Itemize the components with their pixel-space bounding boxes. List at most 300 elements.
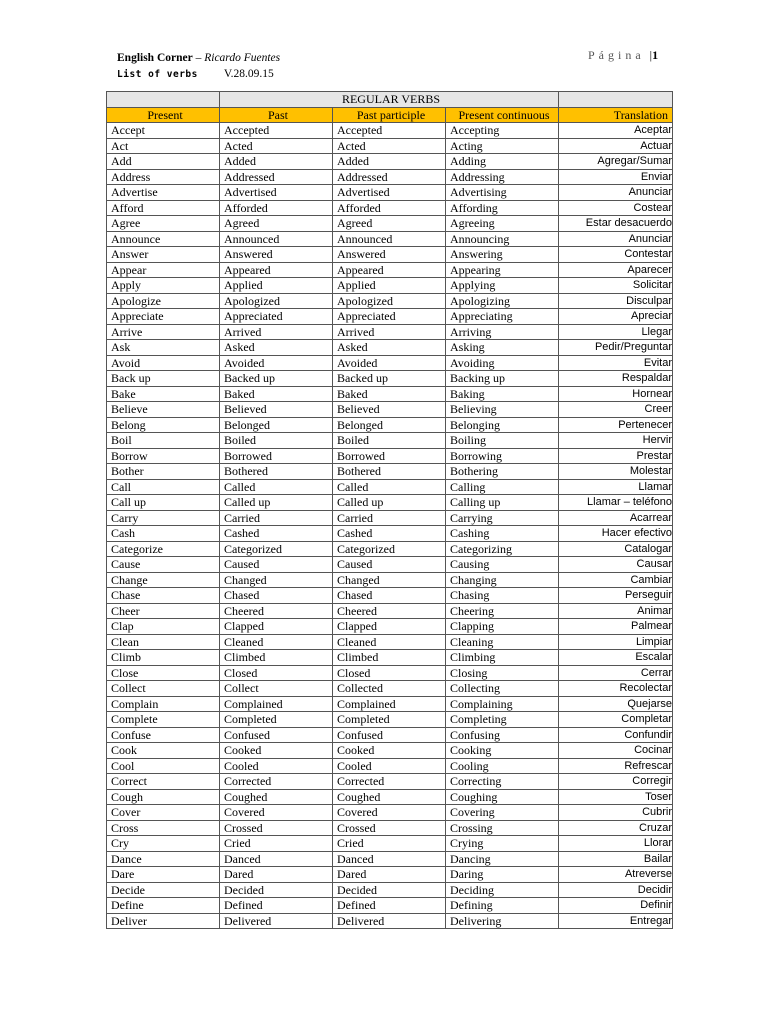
table-row xyxy=(107,712,673,728)
translation-cell: Hervir xyxy=(559,433,673,449)
past-cell: Called xyxy=(220,479,333,495)
translation-cell: Quejarse xyxy=(559,696,673,712)
past-cell: Believed xyxy=(220,402,333,418)
present-cell: Add xyxy=(107,154,220,170)
past-participle-cell: Cleaned xyxy=(333,634,446,650)
past-participle-cell: Clapped xyxy=(333,619,446,635)
present-cell: Climb xyxy=(107,650,220,666)
present-cell: Cry xyxy=(107,836,220,852)
translation-cell: Completar xyxy=(559,712,673,728)
past-cell: Cried xyxy=(220,836,333,852)
present-cell: Deliver xyxy=(107,913,220,929)
table-row xyxy=(107,247,673,263)
past-participle-cell: Agreed xyxy=(333,216,446,232)
table-row xyxy=(107,402,673,418)
translation-cell: Aceptar xyxy=(559,123,673,139)
present-cell: Clap xyxy=(107,619,220,635)
translation-cell: Enviar xyxy=(559,169,673,185)
present-continuous-cell: Accepting xyxy=(446,123,559,139)
present-cell: Cook xyxy=(107,743,220,759)
past-cell: Advertised xyxy=(220,185,333,201)
table-row xyxy=(107,526,673,542)
past-cell: Applied xyxy=(220,278,333,294)
present-cell: Arrive xyxy=(107,324,220,340)
present-continuous-cell: Chasing xyxy=(446,588,559,604)
translation-cell: Agregar/Sumar xyxy=(559,154,673,170)
past-participle-cell: Advertised xyxy=(333,185,446,201)
past-participle-cell: Acted xyxy=(333,138,446,154)
table-row xyxy=(107,882,673,898)
present-continuous-cell: Bothering xyxy=(446,464,559,480)
table-row xyxy=(107,309,673,325)
present-cell: Act xyxy=(107,138,220,154)
translation-cell: Disculpar xyxy=(559,293,673,309)
present-continuous-cell: Adding xyxy=(446,154,559,170)
present-cell: Avoid xyxy=(107,355,220,371)
past-cell: Arrived xyxy=(220,324,333,340)
present-cell: Cover xyxy=(107,805,220,821)
version-label: V.28.09.15 xyxy=(223,68,274,80)
past-cell: Cooled xyxy=(220,758,333,774)
present-continuous-cell: Advertising xyxy=(446,185,559,201)
translation-cell: Actuar xyxy=(559,138,673,154)
past-participle-cell: Complained xyxy=(333,696,446,712)
present-continuous-cell: Cooling xyxy=(446,758,559,774)
present-continuous-cell: Closing xyxy=(446,665,559,681)
present-cell: Call up xyxy=(107,495,220,511)
present-cell: Appear xyxy=(107,262,220,278)
present-continuous-cell: Baking xyxy=(446,386,559,402)
past-participle-cell: Apologized xyxy=(333,293,446,309)
past-participle-cell: Announced xyxy=(333,231,446,247)
past-cell: Appreciated xyxy=(220,309,333,325)
author-name: Ricardo Fuentes xyxy=(204,52,281,64)
table-row xyxy=(107,510,673,526)
present-continuous-cell: Crossing xyxy=(446,820,559,836)
past-cell: Addressed xyxy=(220,169,333,185)
present-continuous-cell: Dancing xyxy=(446,851,559,867)
translation-cell: Prestar xyxy=(559,448,673,464)
past-participle-cell: Backed up xyxy=(333,371,446,387)
past-participle-cell: Crossed xyxy=(333,820,446,836)
table-row xyxy=(107,836,673,852)
page-number: 1 xyxy=(652,48,659,62)
present-continuous-cell: Daring xyxy=(446,867,559,883)
present-cell: Call xyxy=(107,479,220,495)
table-row xyxy=(107,433,673,449)
present-cell: Answer xyxy=(107,247,220,263)
translation-cell: Recolectar xyxy=(559,681,673,697)
translation-cell: Cubrir xyxy=(559,805,673,821)
table-row xyxy=(107,479,673,495)
past-cell: Completed xyxy=(220,712,333,728)
translation-cell: Llamar – teléfono xyxy=(559,495,673,511)
present-continuous-cell: Complaining xyxy=(446,696,559,712)
present-continuous-cell: Cleaning xyxy=(446,634,559,650)
translation-cell: Molestar xyxy=(559,464,673,480)
past-cell: Collect xyxy=(220,681,333,697)
present-continuous-cell: Appearing xyxy=(446,262,559,278)
column-header-present: Present xyxy=(107,107,220,123)
present-cell: Clean xyxy=(107,634,220,650)
table-row xyxy=(107,200,673,216)
present-cell: Apologize xyxy=(107,293,220,309)
past-participle-cell: Defined xyxy=(333,898,446,914)
column-header-past: Past xyxy=(220,107,333,123)
past-participle-cell: Caused xyxy=(333,557,446,573)
table-row xyxy=(107,262,673,278)
translation-cell: Apreciar xyxy=(559,309,673,325)
column-header-translation: Translation xyxy=(559,107,673,123)
past-participle-cell: Changed xyxy=(333,572,446,588)
present-continuous-cell: Clapping xyxy=(446,619,559,635)
present-cell: Decide xyxy=(107,882,220,898)
translation-cell: Costear xyxy=(559,200,673,216)
present-cell: Bake xyxy=(107,386,220,402)
past-cell: Agreed xyxy=(220,216,333,232)
present-cell: Cash xyxy=(107,526,220,542)
past-participle-cell: Boiled xyxy=(333,433,446,449)
table-row xyxy=(107,123,673,139)
present-cell: Afford xyxy=(107,200,220,216)
translation-cell: Corregir xyxy=(559,774,673,790)
past-participle-cell: Dared xyxy=(333,867,446,883)
present-continuous-cell: Backing up xyxy=(446,371,559,387)
table-row xyxy=(107,851,673,867)
past-participle-cell: Chased xyxy=(333,588,446,604)
translation-cell: Aparecer xyxy=(559,262,673,278)
table-row xyxy=(107,541,673,557)
past-cell: Decided xyxy=(220,882,333,898)
present-cell: Agree xyxy=(107,216,220,232)
past-cell: Clapped xyxy=(220,619,333,635)
table-row xyxy=(107,572,673,588)
translation-cell: Evitar xyxy=(559,355,673,371)
past-participle-cell: Called up xyxy=(333,495,446,511)
table-row xyxy=(107,789,673,805)
present-continuous-cell: Affording xyxy=(446,200,559,216)
title-blank-cell xyxy=(559,92,673,108)
present-continuous-cell: Coughing xyxy=(446,789,559,805)
present-cell: Carry xyxy=(107,510,220,526)
past-participle-cell: Completed xyxy=(333,712,446,728)
page-label: Página xyxy=(588,48,645,62)
past-participle-cell: Called xyxy=(333,479,446,495)
translation-cell: Confundir xyxy=(559,727,673,743)
present-cell: Accept xyxy=(107,123,220,139)
present-cell: Bother xyxy=(107,464,220,480)
table-row xyxy=(107,371,673,387)
table-row xyxy=(107,681,673,697)
table-row xyxy=(107,774,673,790)
past-cell: Cooked xyxy=(220,743,333,759)
past-cell: Cleaned xyxy=(220,634,333,650)
past-participle-cell: Cashed xyxy=(333,526,446,542)
present-continuous-cell: Answering xyxy=(446,247,559,263)
present-cell: Belong xyxy=(107,417,220,433)
table-row xyxy=(107,293,673,309)
present-continuous-cell: Asking xyxy=(446,340,559,356)
past-participle-cell: Baked xyxy=(333,386,446,402)
present-continuous-cell: Defining xyxy=(446,898,559,914)
regular-verbs-table xyxy=(106,91,673,929)
present-continuous-cell: Deciding xyxy=(446,882,559,898)
table-row xyxy=(107,665,673,681)
title-blank-cell xyxy=(107,92,220,108)
past-participle-cell: Decided xyxy=(333,882,446,898)
past-cell: Climbed xyxy=(220,650,333,666)
translation-cell: Atreverse xyxy=(559,867,673,883)
table-row xyxy=(107,867,673,883)
present-continuous-cell: Correcting xyxy=(446,774,559,790)
translation-cell: Decidir xyxy=(559,882,673,898)
present-continuous-cell: Agreeing xyxy=(446,216,559,232)
past-cell: Danced xyxy=(220,851,333,867)
past-participle-cell: Afforded xyxy=(333,200,446,216)
translation-cell: Hornear xyxy=(559,386,673,402)
present-continuous-cell: Causing xyxy=(446,557,559,573)
present-continuous-cell: Carrying xyxy=(446,510,559,526)
translation-cell: Refrescar xyxy=(559,758,673,774)
past-cell: Chased xyxy=(220,588,333,604)
document-header xyxy=(117,51,280,66)
translation-cell: Causar xyxy=(559,557,673,573)
table-row xyxy=(107,603,673,619)
present-cell: Complete xyxy=(107,712,220,728)
table-row xyxy=(107,805,673,821)
past-cell: Acted xyxy=(220,138,333,154)
present-continuous-cell: Categorizing xyxy=(446,541,559,557)
past-cell: Dared xyxy=(220,867,333,883)
past-cell: Afforded xyxy=(220,200,333,216)
present-cell: Advertise xyxy=(107,185,220,201)
translation-cell: Cocinar xyxy=(559,743,673,759)
present-continuous-cell: Changing xyxy=(446,572,559,588)
table-row xyxy=(107,634,673,650)
present-continuous-cell: Crying xyxy=(446,836,559,852)
past-cell: Defined xyxy=(220,898,333,914)
present-cell: Borrow xyxy=(107,448,220,464)
present-cell: Announce xyxy=(107,231,220,247)
past-cell: Called up xyxy=(220,495,333,511)
present-continuous-cell: Collecting xyxy=(446,681,559,697)
past-cell: Added xyxy=(220,154,333,170)
present-cell: Apply xyxy=(107,278,220,294)
present-cell: Correct xyxy=(107,774,220,790)
translation-cell: Hacer efectivo xyxy=(559,526,673,542)
past-participle-cell: Appreciated xyxy=(333,309,446,325)
present-continuous-cell: Climbing xyxy=(446,650,559,666)
table-row xyxy=(107,743,673,759)
past-cell: Coughed xyxy=(220,789,333,805)
past-cell: Covered xyxy=(220,805,333,821)
present-cell: Cough xyxy=(107,789,220,805)
translation-cell: Pertenecer xyxy=(559,417,673,433)
present-cell: Boil xyxy=(107,433,220,449)
past-cell: Backed up xyxy=(220,371,333,387)
translation-cell: Cerrar xyxy=(559,665,673,681)
present-cell: Define xyxy=(107,898,220,914)
present-continuous-cell: Completing xyxy=(446,712,559,728)
table-header-row xyxy=(107,107,673,123)
past-cell: Bothered xyxy=(220,464,333,480)
present-cell: Cool xyxy=(107,758,220,774)
past-participle-cell: Corrected xyxy=(333,774,446,790)
translation-cell: Toser xyxy=(559,789,673,805)
past-cell: Cashed xyxy=(220,526,333,542)
table-title: REGULAR VERBS xyxy=(220,92,559,108)
past-participle-cell: Applied xyxy=(333,278,446,294)
present-cell: Cause xyxy=(107,557,220,573)
translation-cell: Cambiar xyxy=(559,572,673,588)
past-participle-cell: Cried xyxy=(333,836,446,852)
table-row xyxy=(107,417,673,433)
present-continuous-cell: Apologizing xyxy=(446,293,559,309)
past-participle-cell: Climbed xyxy=(333,650,446,666)
present-continuous-cell: Calling up xyxy=(446,495,559,511)
past-cell: Delivered xyxy=(220,913,333,929)
table-row xyxy=(107,355,673,371)
present-cell: Believe xyxy=(107,402,220,418)
table-row xyxy=(107,619,673,635)
past-cell: Changed xyxy=(220,572,333,588)
present-cell: Categorize xyxy=(107,541,220,557)
present-continuous-cell: Covering xyxy=(446,805,559,821)
table-title-row xyxy=(107,92,673,108)
present-cell: Cross xyxy=(107,820,220,836)
table-row xyxy=(107,696,673,712)
past-cell: Baked xyxy=(220,386,333,402)
past-cell: Answered xyxy=(220,247,333,263)
present-continuous-cell: Cooking xyxy=(446,743,559,759)
past-participle-cell: Cooled xyxy=(333,758,446,774)
present-continuous-cell: Cheering xyxy=(446,603,559,619)
present-continuous-cell: Appreciating xyxy=(446,309,559,325)
translation-cell: Animar xyxy=(559,603,673,619)
translation-cell: Pedir/Preguntar xyxy=(559,340,673,356)
translation-cell: Definir xyxy=(559,898,673,914)
past-participle-cell: Arrived xyxy=(333,324,446,340)
past-cell: Apologized xyxy=(220,293,333,309)
past-participle-cell: Collected xyxy=(333,681,446,697)
table-row xyxy=(107,154,673,170)
past-participle-cell: Covered xyxy=(333,805,446,821)
table-row xyxy=(107,758,673,774)
past-cell: Carried xyxy=(220,510,333,526)
table-row xyxy=(107,820,673,836)
table-row xyxy=(107,278,673,294)
present-cell: Address xyxy=(107,169,220,185)
present-continuous-cell: Announcing xyxy=(446,231,559,247)
past-participle-cell: Avoided xyxy=(333,355,446,371)
translation-cell: Entregar xyxy=(559,913,673,929)
table-row xyxy=(107,588,673,604)
present-continuous-cell: Acting xyxy=(446,138,559,154)
table-row xyxy=(107,138,673,154)
past-cell: Categorized xyxy=(220,541,333,557)
past-cell: Caused xyxy=(220,557,333,573)
present-cell: Collect xyxy=(107,681,220,697)
table-row xyxy=(107,913,673,929)
present-continuous-cell: Boiling xyxy=(446,433,559,449)
translation-cell: Anunciar xyxy=(559,185,673,201)
list-label: List of verbs xyxy=(117,69,198,80)
past-participle-cell: Categorized xyxy=(333,541,446,557)
translation-cell: Llamar xyxy=(559,479,673,495)
past-participle-cell: Cooked xyxy=(333,743,446,759)
past-cell: Crossed xyxy=(220,820,333,836)
present-cell: Cheer xyxy=(107,603,220,619)
present-cell: Complain xyxy=(107,696,220,712)
past-participle-cell: Confused xyxy=(333,727,446,743)
past-cell: Accepted xyxy=(220,123,333,139)
present-continuous-cell: Applying xyxy=(446,278,559,294)
header-dash: – xyxy=(192,52,205,64)
table-row xyxy=(107,727,673,743)
past-participle-cell: Borrowed xyxy=(333,448,446,464)
past-participle-cell: Appeared xyxy=(333,262,446,278)
translation-cell: Escalar xyxy=(559,650,673,666)
past-cell: Confused xyxy=(220,727,333,743)
table-row xyxy=(107,495,673,511)
translation-cell: Bailar xyxy=(559,851,673,867)
translation-cell: Estar desacuerdo xyxy=(559,216,673,232)
past-cell: Boiled xyxy=(220,433,333,449)
present-cell: Change xyxy=(107,572,220,588)
past-cell: Closed xyxy=(220,665,333,681)
past-participle-cell: Belonged xyxy=(333,417,446,433)
page-separator: | xyxy=(649,48,653,62)
table-row xyxy=(107,650,673,666)
column-header-present-continuous: Present continuous xyxy=(446,107,559,123)
present-continuous-cell: Cashing xyxy=(446,526,559,542)
present-cell: Ask xyxy=(107,340,220,356)
present-continuous-cell: Belonging xyxy=(446,417,559,433)
translation-cell: Respaldar xyxy=(559,371,673,387)
table-row xyxy=(107,448,673,464)
past-cell: Cheered xyxy=(220,603,333,619)
present-continuous-cell: Believing xyxy=(446,402,559,418)
table-row xyxy=(107,169,673,185)
past-participle-cell: Delivered xyxy=(333,913,446,929)
past-participle-cell: Believed xyxy=(333,402,446,418)
past-cell: Announced xyxy=(220,231,333,247)
past-cell: Appeared xyxy=(220,262,333,278)
present-continuous-cell: Calling xyxy=(446,479,559,495)
past-participle-cell: Carried xyxy=(333,510,446,526)
present-cell: Confuse xyxy=(107,727,220,743)
column-header-past-participle: Past participle xyxy=(333,107,446,123)
past-participle-cell: Addressed xyxy=(333,169,446,185)
translation-cell: Cruzar xyxy=(559,820,673,836)
present-continuous-cell: Borrowing xyxy=(446,448,559,464)
past-cell: Complained xyxy=(220,696,333,712)
table-row xyxy=(107,216,673,232)
present-cell: Close xyxy=(107,665,220,681)
translation-cell: Llorar xyxy=(559,836,673,852)
past-participle-cell: Answered xyxy=(333,247,446,263)
past-participle-cell: Coughed xyxy=(333,789,446,805)
document-subheader xyxy=(117,67,274,82)
past-participle-cell: Asked xyxy=(333,340,446,356)
present-continuous-cell: Delivering xyxy=(446,913,559,929)
translation-cell: Catalogar xyxy=(559,541,673,557)
present-continuous-cell: Confusing xyxy=(446,727,559,743)
translation-cell: Creer xyxy=(559,402,673,418)
table-row xyxy=(107,340,673,356)
translation-cell: Acarrear xyxy=(559,510,673,526)
past-cell: Borrowed xyxy=(220,448,333,464)
